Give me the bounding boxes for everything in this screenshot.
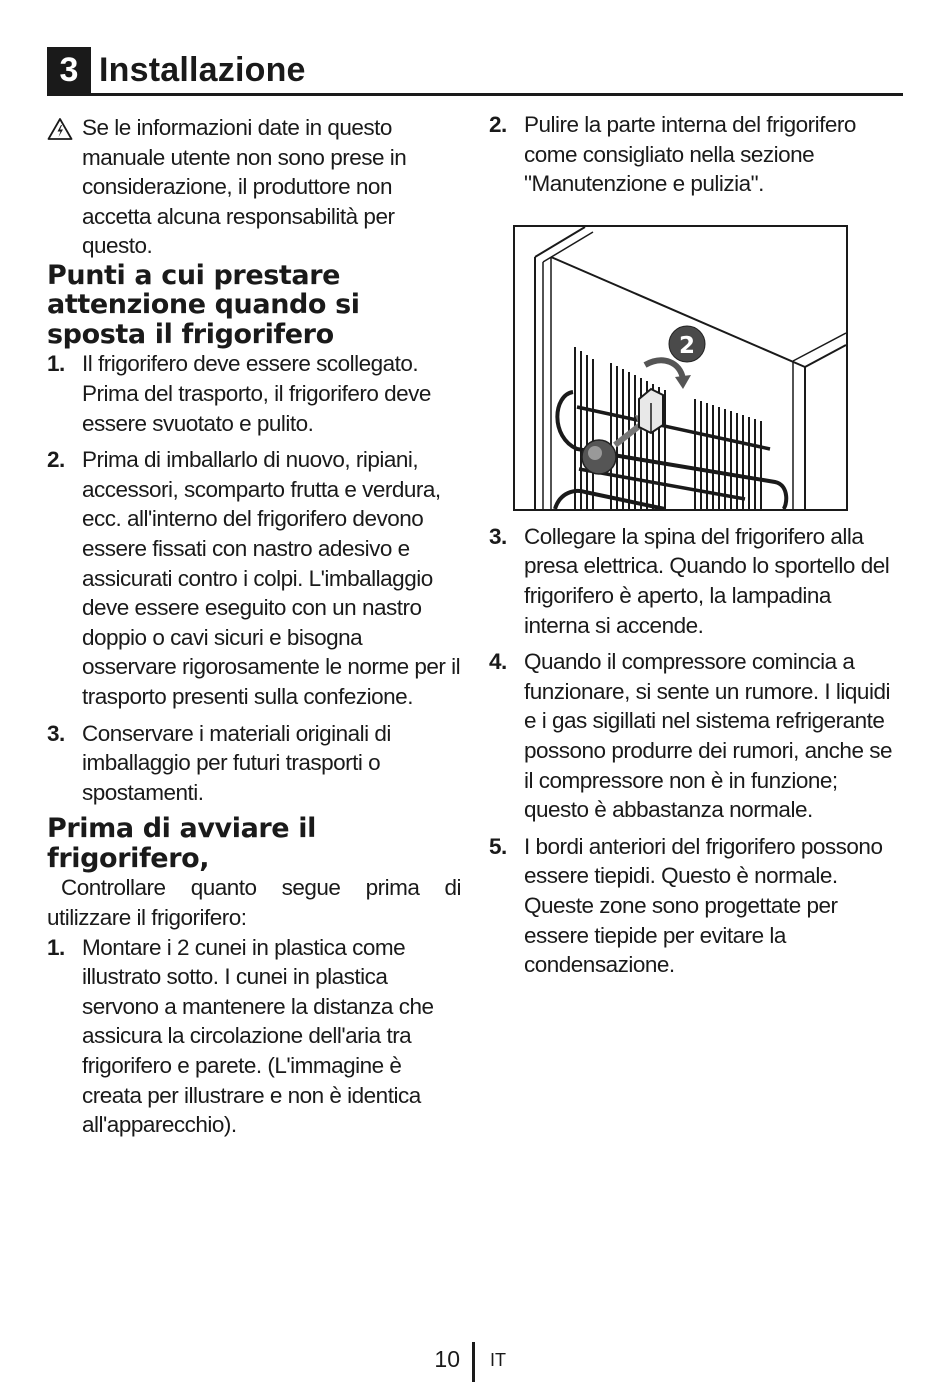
item-text: I bordi anteriori del frigorifero possono essere tiepidi. Questo è normale. Queste zone sono progettate per essere tiepide per evitare la condensazione.: [524, 833, 883, 978]
item-text: Conservare i materiali originali di imballaggio per futuri trasporti o spostamenti.: [82, 720, 391, 805]
chapter-title: Installazione: [99, 51, 306, 89]
list-item: [47, 349, 461, 438]
footer-divider: [472, 1342, 475, 1382]
language-code: IT: [490, 1350, 506, 1370]
chapter-number: 3: [47, 47, 91, 93]
wedge-installation-figure: [513, 225, 848, 511]
page-number: 10: [434, 1346, 460, 1372]
item-text: Il frigorifero deve essere scollegato. Prima del trasporto, il frigorifero deve essere svuotato e pulito.: [82, 351, 431, 436]
item-number: 2.: [47, 447, 65, 473]
left-column: [47, 110, 461, 1147]
item-number: 5.: [489, 833, 507, 859]
item-number: 4.: [489, 649, 507, 675]
section-title-moving: Punti a cui prestare attenzione quando si sposta il frigorifero: [47, 259, 360, 350]
section-title-before-start: Prima di avviare il frigorifero,: [47, 813, 316, 874]
moving-steps-list: [47, 349, 461, 807]
warning-icon: [47, 117, 73, 141]
step-badge: 2: [678, 332, 696, 359]
start-steps-list-final: [489, 522, 901, 980]
item-text: Pulire la parte interna del frigorifero come consigliato nella sezione "Manutenzione e pulizia".: [524, 112, 856, 197]
list-item: [489, 522, 901, 640]
start-steps-list-continued: [489, 110, 901, 199]
warning-note: [47, 113, 461, 261]
item-number: 1.: [47, 934, 65, 960]
item-text: Collegare la spina del frigorifero alla presa elettrica. Quando lo sportello del frigorifero è aperto, la lampadina interna si accende.: [524, 523, 890, 638]
item-text: Montare i 2 cunei in plastica come illustrato sotto. I cunei in plastica servono a mantenere la distanza che assicura la circolazione dell'aria tra frigorifero e parete. (L'immagine è creata per illustrare e non è identica all'apparecchio).: [82, 934, 434, 1138]
list-item: [47, 445, 461, 711]
list-item: [489, 647, 901, 825]
chapter-header: [47, 47, 903, 96]
fridge-back-illustration: [515, 227, 846, 509]
item-number: 3.: [47, 720, 65, 746]
item-number: 1.: [47, 351, 65, 377]
list-item: [47, 933, 461, 1140]
start-steps-list: [47, 933, 461, 1140]
list-item: [489, 110, 901, 199]
item-text: Quando il compressore comincia a funzionare, si sente un rumore. I liquidi e i gas sigillati nel sistema refrigerante possono produrre dei rumori, anche se il compressore non è in funzione; questo è abbastanza normale.: [524, 649, 892, 823]
right-column: [489, 110, 901, 987]
warning-text: Se le informazioni date in questo manuale utente non sono prese in considerazione, il produttore non accetta alcuna responsabilità per questo.: [82, 115, 407, 259]
item-number: 2.: [489, 112, 507, 137]
section-intro: Controllare quanto segue prima di utilizzare il frigorifero:: [47, 875, 461, 930]
list-item: [489, 832, 901, 980]
item-number: 3.: [489, 523, 507, 549]
item-text: Prima di imballarlo di nuovo, ripiani, accessori, scomparto frutta e verdura, ecc. all'interno del frigorifero devono essere fissati con nastro adesivo e assicurati contro i colpi. L'imballaggio deve essere eseguito con un nastro doppio o cavi sicuri e bisogna osservare rigorosamente le norme per il trasporto presenti sulla confezione.: [82, 447, 461, 709]
list-item: [47, 719, 461, 808]
